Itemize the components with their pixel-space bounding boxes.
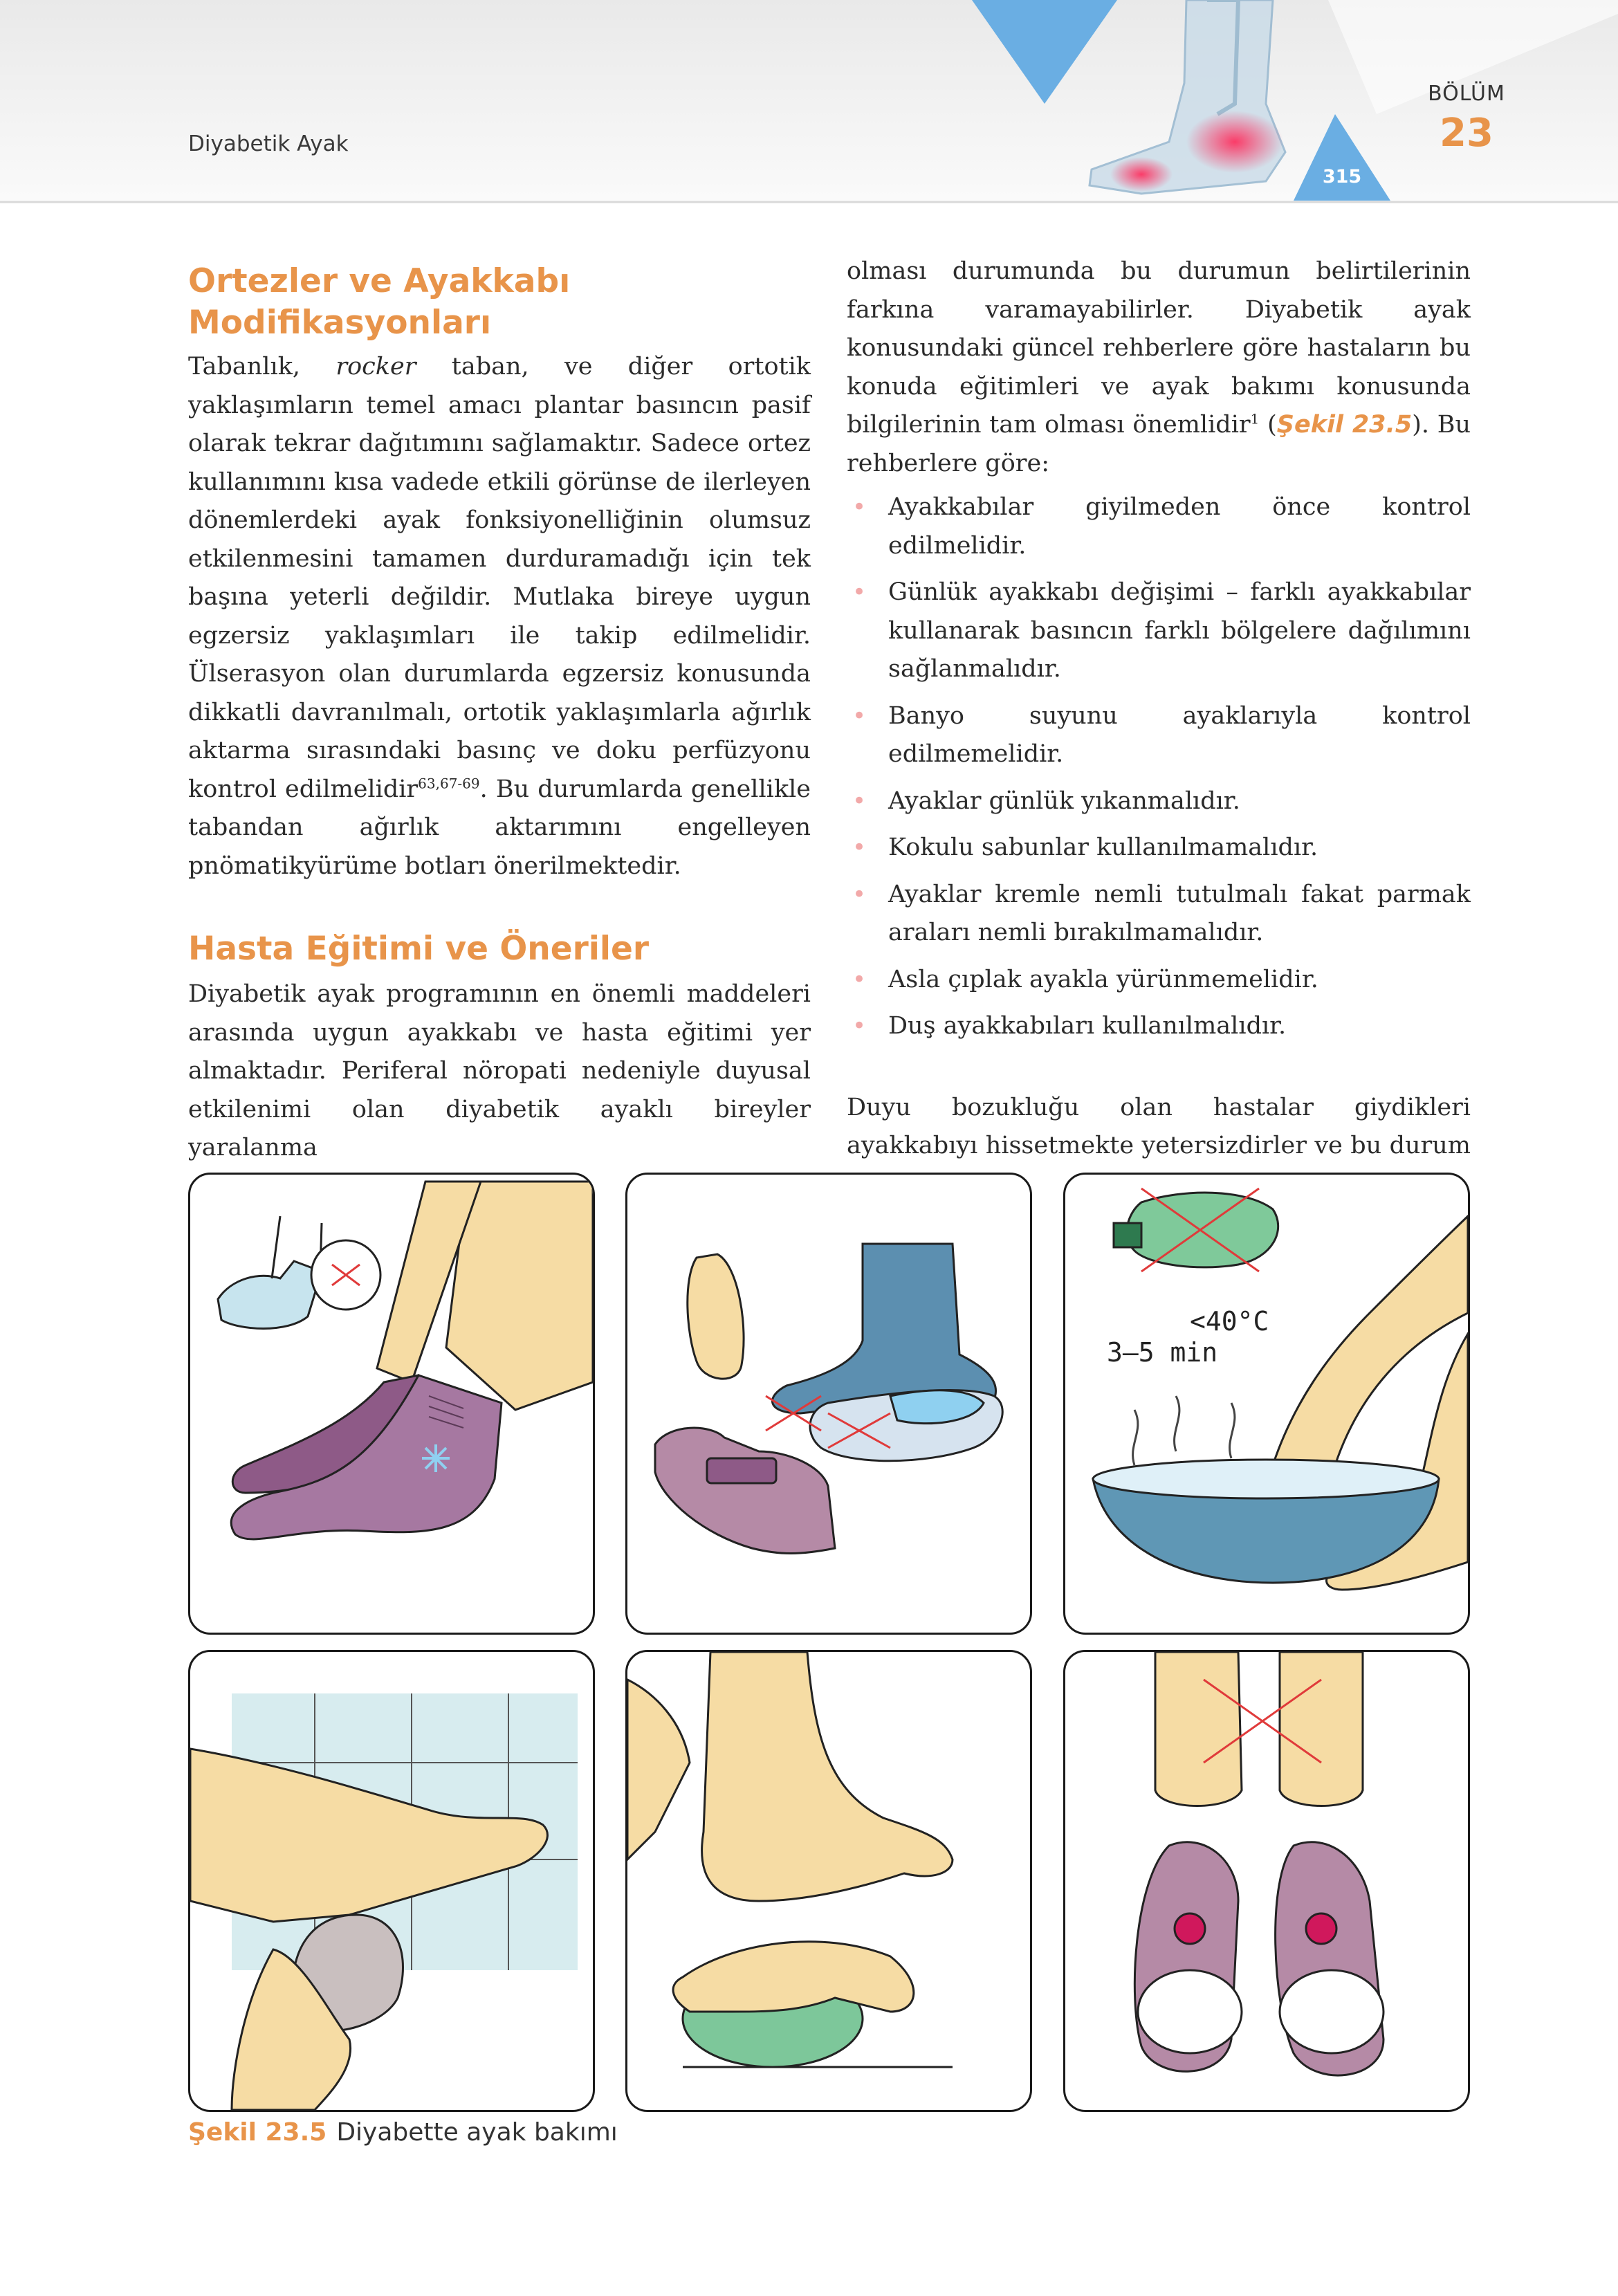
list-item bbox=[847, 876, 1471, 953]
bullet-icon: • bbox=[852, 787, 867, 815]
panel-pumice bbox=[188, 1650, 595, 2112]
text-run: ( bbox=[1259, 411, 1277, 439]
list-item-text: Banyo suyunu ayaklarıyla kontrol edilmemelidir. bbox=[888, 701, 1471, 768]
duration-label: 3–5 min bbox=[1107, 1337, 1218, 1368]
header-banner bbox=[0, 0, 1618, 208]
bullet-icon: • bbox=[852, 965, 867, 993]
bullet-icon: • bbox=[852, 1012, 867, 1040]
list-item bbox=[847, 961, 1471, 1000]
running-title: Diyabetik Ayak bbox=[188, 131, 349, 156]
italic-term: rocker bbox=[335, 353, 416, 380]
list-item bbox=[847, 829, 1471, 867]
bullet-icon: • bbox=[852, 701, 867, 730]
socks-illustration bbox=[190, 1175, 593, 1633]
care-guidelines-list bbox=[847, 488, 1471, 1046]
temperature-label: <40°C bbox=[1190, 1306, 1269, 1337]
text-run: ). Bu rehberlere göre: bbox=[847, 411, 1471, 477]
panel-socks bbox=[188, 1173, 595, 1635]
citation: 1 bbox=[1250, 410, 1260, 428]
list-item-text: Kokulu sabunlar kullanılmamalıdır. bbox=[888, 834, 1318, 861]
figure-label: Şekil 23.5 bbox=[188, 2118, 327, 2147]
list-item bbox=[847, 1007, 1471, 1046]
list-item bbox=[847, 488, 1471, 565]
bullet-icon: • bbox=[852, 578, 867, 606]
education-paragraph: Diyabetik ayak programının en önemli maddeleri arasında uygun ayakkabı ve hasta eğitimi yer almaktadır. Periferal nöropati nedeniyle duyusal etkilenimi olan diyabetik ayaklı bireyler yaralanma bbox=[188, 980, 811, 1161]
text-run: taban, ve diğer ortotik yaklaşımların temel amacı plantar basıncın pasif olarak tekrar dağıtımını sağlamaktır. Sadece ortez kullanımını kısa vadede etkili görünse de ilerleyen dönemlerdeki ayak fonksiyonelliğinin olumsuz etkilenmesini tamamen durduramadığı için tek başına yeterli değildir. Mutlaka bireye uygun egzersiz yaklaşımları ile takip edilmelidir. Ülserasyon olan durumlarda egzersiz konusunda dikkatli davranılmalı, ortotik yaklaşımlarla ağırlık aktarma sırasındaki basınç ve doku perfüzyonu kontrol edilmelidir bbox=[188, 353, 811, 803]
list-item bbox=[847, 782, 1471, 821]
bullet-icon: • bbox=[852, 493, 867, 521]
sensation-paragraph: Duyu bozukluğu olan hastalar giydikleri ayakkabıyı hissetmekte yetersizdirler ve bu durum bbox=[847, 1093, 1471, 1159]
list-item-text: Günlük ayakkabı değişimi – farklı ayakkabılar kullanarak basıncın farklı bölgelere dağılımını sağlanmalıdır. bbox=[888, 578, 1471, 683]
bullet-icon: • bbox=[852, 834, 867, 861]
left-column bbox=[188, 252, 811, 1168]
list-item bbox=[847, 573, 1471, 689]
panel-water-temperature bbox=[1063, 1173, 1470, 1635]
page-header bbox=[0, 0, 1618, 208]
text-run: olması durumunda bu durumun belirtilerinin farkına varamayabilirler. Diyabetik ayak konusundaki güncel rehberlere göre hastaların bu konuda eğitimleri ve ayak bakımı konusunda bilgilerinin tam olması önemlidir bbox=[847, 257, 1471, 439]
pumice-illustration bbox=[190, 1652, 593, 2110]
chapter-label: BÖLÜM bbox=[1428, 82, 1505, 106]
citation: 63,67-69 bbox=[418, 774, 480, 791]
bullet-icon: • bbox=[852, 880, 867, 908]
panel-slippers bbox=[1063, 1650, 1470, 2112]
chapter-number: 23 bbox=[1440, 111, 1493, 156]
text-run: . Bu durumlarda genellikle tabandan ağırlık aktarımını engelleyen pnömatikyürüme botları önerilmektedir. bbox=[188, 775, 811, 880]
basin-illustration bbox=[1065, 1175, 1468, 1633]
massage-ball-illustration bbox=[627, 1652, 1030, 2110]
snowflake-icon bbox=[422, 1444, 450, 1472]
orthoses-paragraph bbox=[188, 348, 811, 885]
list-item-text: Ayakkabılar giyilmeden önce kontrol edilmelidir. bbox=[888, 493, 1471, 560]
figure-caption bbox=[188, 2118, 618, 2147]
list-item-text: Duş ayakkabıları kullanılmalıdır. bbox=[888, 1012, 1287, 1040]
guidelines-paragraph bbox=[847, 252, 1471, 483]
list-item-text: Ayaklar kremle nemli tutulmalı fakat parmak araları nemli bırakılmamalıdır. bbox=[888, 880, 1471, 946]
shoes-illustration bbox=[627, 1175, 1030, 1633]
panel-shoes bbox=[625, 1173, 1032, 1635]
list-item bbox=[847, 697, 1471, 774]
text-run: Tabanlık, bbox=[188, 353, 336, 380]
figure-reference-link[interactable]: Şekil 23.5 bbox=[1276, 411, 1413, 439]
page-number: 315 bbox=[1322, 166, 1362, 187]
figure-caption-text: Diyabette ayak bakımı bbox=[336, 2118, 618, 2147]
panel-massage-ball bbox=[625, 1650, 1032, 2112]
list-item-text: Ayaklar günlük yıkanmalıdır. bbox=[888, 787, 1240, 815]
section-heading-education: Hasta Eğitimi ve Öneriler bbox=[188, 930, 650, 968]
section-heading-orthoses: Ortezler ve Ayakkabı Modifikasyonları bbox=[188, 262, 571, 342]
slippers-illustration bbox=[1065, 1652, 1468, 2110]
list-item-text: Asla çıplak ayakla yürünmemelidir. bbox=[888, 965, 1318, 993]
right-column bbox=[847, 252, 1471, 1204]
